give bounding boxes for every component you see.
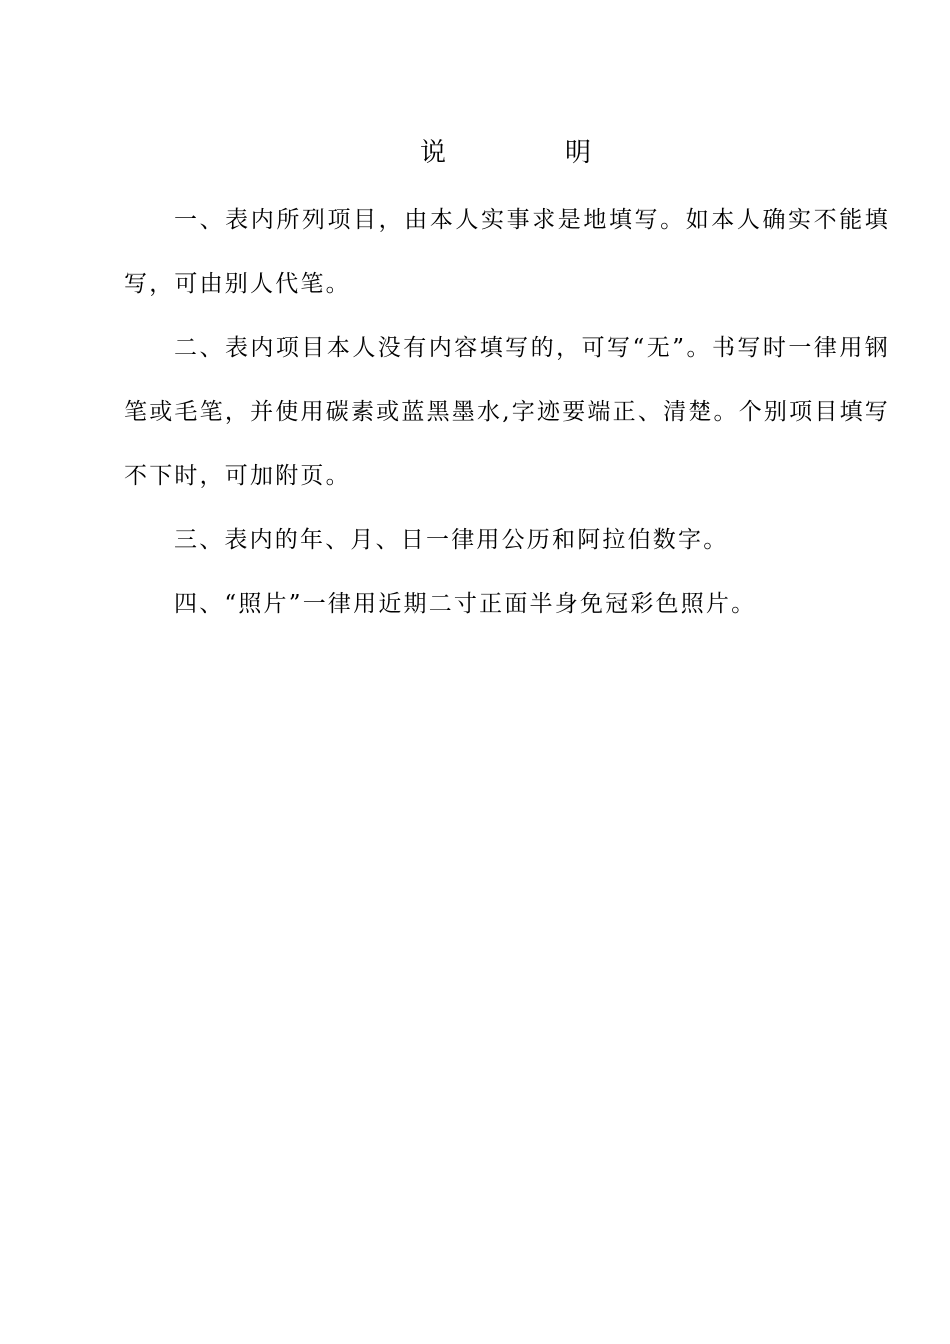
instruction-paragraph-2: 二、表内项目本人没有内容填写的，可写“无”。书写时一律用钢笔或毛笔，并使用碳素或蓝黑墨水,字迹要端正、清楚。个别项目填写不下时，可加附页。 [124,335,890,489]
title-char-1: 说 [420,138,447,168]
instruction-paragraph-4: 四、“照片”一律用近期二寸正面半身免冠彩色照片。 [174,591,757,617]
page-title [0,133,950,173]
instructions-body [124,188,890,636]
instruction-paragraph-3: 三、表内的年、月、日一律用公历和阿拉伯数字。 [174,527,729,553]
title-char-2: 明 [565,138,592,168]
instruction-paragraph-1: 一、表内所列项目，由本人实事求是地填写。如本人确实不能填写，可由别人代笔。 [124,207,890,297]
